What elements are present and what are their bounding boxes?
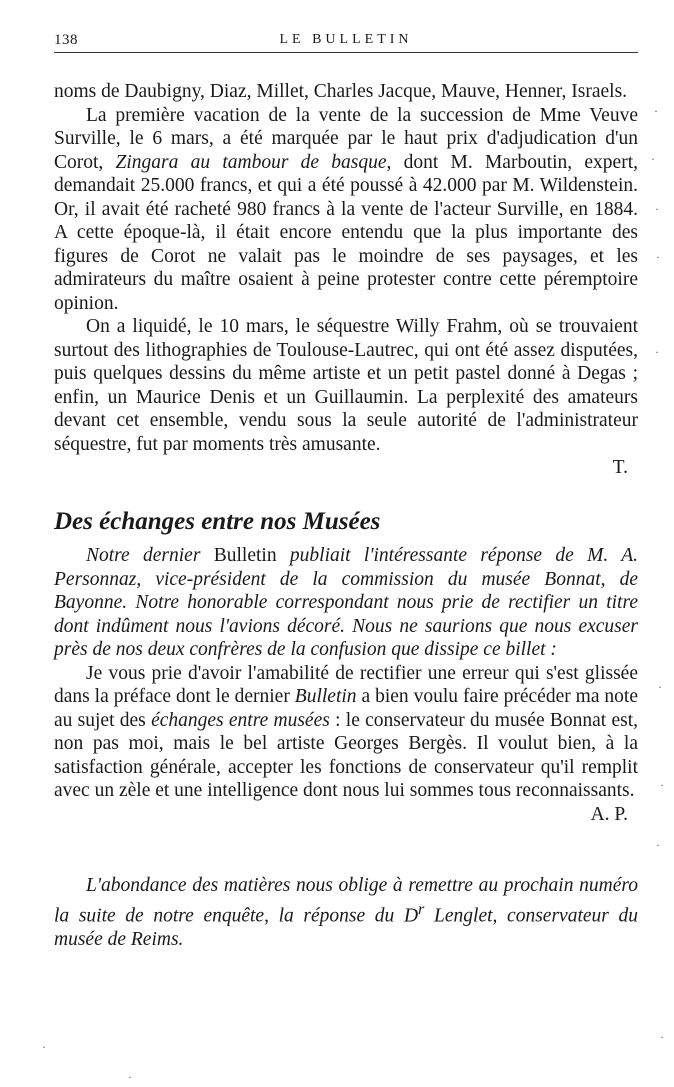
signature: A. P. [590,803,628,825]
page [54,0,638,1087]
signature: T. [612,457,628,478]
paragraph [54,104,638,316]
scan-speck: · [660,778,664,792]
article-exchanges [54,544,638,826]
scan-speck: · [658,680,662,694]
scan-speck: · [656,838,660,852]
running-head: LE BULLETIN [279,32,413,47]
paragraph: On a liquidé, le 10 mars, le séquestre Willy Frahm, où se trouvaient surtout des lithographies de Toulouse-Lautrec, qui ont été assez disputées, puis quelques dessins du même artiste et un petit pastel donné à Degas ; enfin, un Maurice Denis et un Guillaumin. La perplexité des amateurs devant cet ensemble, vendu sous la seule autorité de l'administrateur séquestre, fut par moments très amusante. [54,316,638,455]
scan-speck: · [655,345,659,359]
scan-speck: · [651,152,655,166]
scan-speck: · [660,1030,664,1044]
article-sales [54,80,638,480]
editor-note: Notre dernier Bulletin publiait l'intéressante réponse de M. A. Personnaz, vice-président de la commission du musée Bonnat, de Bayonne. Notre honorable correspondant nous prie de rectifier un titre dont indûment nous l'avions décoré. Nous ne saurions que nous excuser près de nos deux confrères de la confusion que dissipe ce billet : [54,545,638,660]
letter: Je vous prie d'avoir l'amabilité de rectifier une erreur qui s'est glissée dans la préface dont le dernier Bulletin a bien voulu faire précéder ma note au sujet des échanges entre musées : le conservateur du musée Bonnat est, non pas moi, mais le bel artiste Georges Bergès. Il voulut bien, à la satisfaction générale, accepter les fonctions de conservateur qu'il remplit avec un zèle et une intelligence dont nous lui sommes tous reconnaissants. [54,662,639,801]
scan-speck: · [656,250,660,264]
page-number: 138 [54,32,78,48]
bulletin-name: Bulletin [294,686,357,707]
scan-speck: · [128,1070,132,1084]
paragraph-text: , dont M. Marboutin, expert, demandait 25.000 francs, et qui a été poussé à 42.000 par M. Wildenstein. Or, il avait été racheté 980 francs à la vente de l'acteur Surville, en 1884. A cette époque-là, il était encore entendu que la plus importante des figures de Corot ne valait pas le moindre de ses paysages, et les admirateurs du maître osaient à peine protester contre cette péremptoire opinion. [54,151,638,314]
topic-title: échanges entre musées [151,709,330,731]
header-rule [54,52,638,53]
bulletin-name: Bulletin [213,545,277,566]
paragraph: noms de Daubigny, Diaz, Millet, Charles Jacque, Mauve, Henner, Israels. [54,81,628,102]
running-header [54,32,638,52]
scan-speck: · [654,104,658,118]
scan-speck: · [42,1040,46,1054]
superscript: r [418,899,425,918]
paragraph: L'abondance des matières nous oblige à remettre au prochain numéro la suite de notre enquête, la réponse du $D^r$ Lenglet, conservateur du musée de Reims. [54,875,639,950]
section-title: Des échanges entre nos Musées [54,508,381,535]
scan-speck: · [655,202,659,216]
closing-note [54,874,638,951]
paragraph-text: La première vacation de la vente de la succession de Mme Veuve Surville, le 6 mars, a été marquée par le haut prix d'adjudication d'un Corot, [54,104,638,173]
artwork-title: Zingara au tambour de basque [115,151,387,173]
